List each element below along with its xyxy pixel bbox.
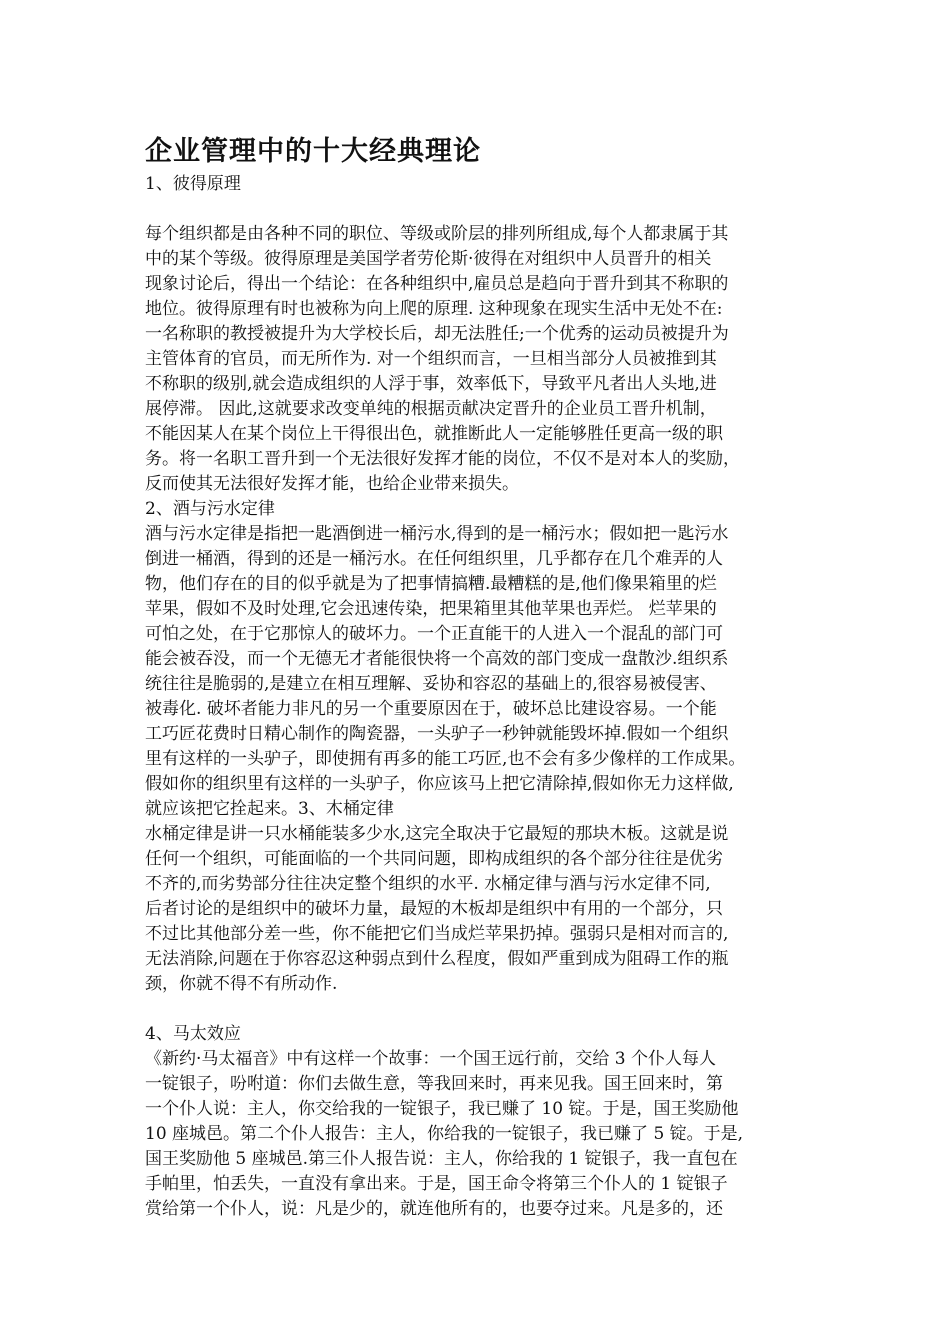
document-content <box>145 134 813 1222</box>
section-heading-matthew-effect: 4、马太效应 <box>145 1024 241 1044</box>
section-body-peter-principle: 每个组织都是由各种不同的职位、等级或阶层的排列所组成,每个人都隶属于其 中的某个等级。彼得原理是美国学者劳伦斯·彼得在对组织中人员晋升的相关 现象讨论后，得出一个结论：在各种组织中,雇员总是趋向于晋升到其不称职的 地位。彼得原理有时也被称为向上爬的原理. 这种现象在现实生活中无处不在: 一名称职的教授被提升为大学校长后，却无法胜任;一个优秀的运动员被提升为 主管体育的官员，而无所作为. 对一个组织而言，一旦相当部分人员被推到其 不称职的级别,就会造成组织的人浮于事，效率低下，导致平凡者出人头地,进 展停滞。 因此,这就要求改变单纯的根据贡献决定晋升的企业员工晋升机制， 不能因某人在某个岗位上干得很出色，就推断此人一定能够胜任更高一级的职 务。将一名职工晋升到一个无法很好发挥才能的岗位，不仅不是对本人的奖励， 反而使其无法很好发挥才能，也给企业带来损失。 <box>145 224 740 494</box>
blank-line <box>145 197 813 222</box>
section-body-bucket-law: 水桶定律是讲一只水桶能装多少水,这完全取决于它最短的那块木板。这就是说 任何一个组织，可能面临的一个共同问题，即构成组织的各个部分往往是优劣 不齐的,而劣势部分往往决定整个组织的水平. 水桶定律与酒与污水定律不同, 后者讨论的是组织中的破坏力量，最短的木板却是组织中有用的一个部分，只 不过比其他部分差一些，你不能把它们当成烂苹果扔掉。强弱只是相对而言的, 无法消除,问题在于你容忍这种弱点到什么程度，假如严重到成为阻碍工作的瓶 颈，你就不得不有所动作. <box>145 824 729 994</box>
blank-line <box>145 997 813 1022</box>
section-heading-wine-sewage-law: 2、酒与污水定律 <box>145 499 275 519</box>
document-title: 企业管理中的十大经典理论 <box>145 136 481 167</box>
section-body-wine-sewage-law: 酒与污水定律是指把一匙酒倒进一桶污水,得到的是一桶污水；假如把一匙污水 倒进一桶酒，得到的还是一桶污水。在任何组织里，几乎都存在几个难弄的人 物，他们存在的目的似乎就是为了把事情搞糟.最糟糕的是,他们像果箱里的烂 苹果，假如不及时处理,它会迅速传染，把果箱里其他苹果也弄烂。 烂苹果的 可怕之处，在于它那惊人的破坏力。一个正直能干的人进入一个混乱的部门可 能会被吞没，而一个无德无才者能很快将一个高效的部门变成一盘散沙.组织系 统往往是脆弱的,是建立在相互理解、妥协和容忍的基础上的,很容易被侵害、 被毒化. 破坏者能力非凡的另一个重要原因在于，破坏总比建设容易。一个能 工巧匠花费时日精心制作的陶瓷器，一头驴子一秒钟就能毁坏掉.假如一个组织 里有这样的一头驴子，即使拥有再多的能工巧匠,也不会有多少像样的工作成果。 假如你的组织里有这样的一头驴子，你应该马上把它清除掉,假如你无力这样做, 就应该把它拴起来。3、木桶定律 <box>145 524 746 819</box>
section-body-matthew-effect: 《新约·马太福音》中有这样一个故事：一个国王远行前，交给 3 个仆人每人 一锭银子，吩咐道：你们去做生意，等我回来时，再来见我。国王回来时，第 一个仆人说：主人，你交给我的一锭银子，我已赚了 10 锭。于是，国王奖励他 10 座城邑。第二个仆人报告：主人，你给我的一锭银子，我已赚了 5 锭。于是, 国王奖励他 5 座城邑.第三仆人报告说：主人，你给我的 1 锭银子，我一直包在 手帕里，怕丢失，一直没有拿出来。于是，国王命令将第三个仆人的 1 锭银子 赏给第一个仆人，说：凡是少的，就连他所有的，也要夺过来。凡是多的，还 <box>145 1049 744 1219</box>
section-heading-peter-principle: 1、彼得原理 <box>145 174 241 194</box>
